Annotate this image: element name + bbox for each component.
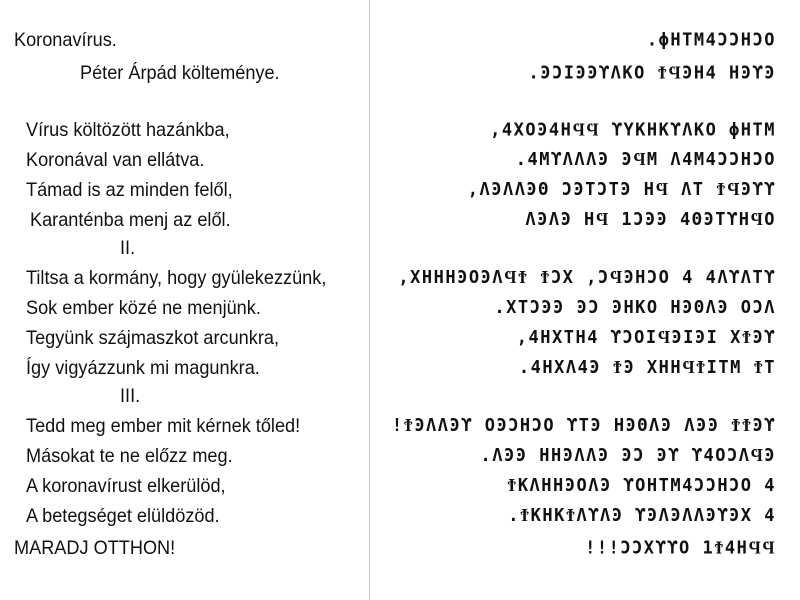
stanza-number: II. [120,237,136,259]
poem-line: Támad is az minden felől, [26,179,233,201]
poem-line: Karanténba menj az elől. [30,209,231,231]
runic-line: .ΧΤϽϿϿ ϿϽ ϿΗΚΟ ΗϿΘΛϿ ΟϽΛ [494,297,776,319]
poem-line: Így vigyázzunk mi magunkra. [26,357,260,379]
poem-line: Másokat te ne előzz meg. [26,445,233,467]
runic-line: .4ΗΧΛ4Ͽ ϮϿ ΧΗΗϤϮΙΤΜ ϮΤ [518,357,776,379]
runic-line: .4ΜϒΛΛΛϿ ϿϤΜ Λ4Μ4ϽϽΗϽΟ [515,149,776,171]
runic-line: ,ΧΗΗΗϿΟϿΛϤϮ ϮϽΧ ,ϽϤϿΗϽΟ 4 4ΛϒΛΤϒ [398,267,776,289]
runic-line: !ϮϿΛΛϿϒ ΟϿϽΗϽΟ ϒΤϿ ΗϿΘΛϿ ΛϿϿ ϮϮϿϒ [391,415,776,437]
runic-line: .ΛϿϿ ΗΗϿΛΛϿ ϿϽ Ͽϒ ϒ4ΟϽΛϤϿ [480,445,776,467]
runic-line: .ϿϽΙϿϿϒΛΚΟ ϮϤϿΗ4 ΗϿϒϿ [528,62,776,84]
stanza-number: III. [120,385,141,407]
poem-line: Sok ember közé ne menjünk. [26,297,261,319]
poem-line: Tegyünk szájmaszkot arcunkra, [26,327,279,349]
runic-line: ,ΛϿΛΛϿΘ ϽϿΤϽΤϿ ΗϤ ΛΤ ϮϤϿϒϒ [467,179,776,201]
runic-line: .ϕΗΤΜ4ϽϽΗϽΟ [646,29,776,51]
runic-poem-column [372,0,800,600]
poem-author: Péter Árpád költeménye. [80,62,280,84]
runic-line: ,4ΧΟϿ4ΗϤϤ ϒΥΚΗΚϒΛΚΟ ϕΗΤΜ [490,119,776,141]
runic-line: ΛϿΛϿ ΗϤ 1ϽϿϿ 4ΘϿΤϒΗϤΟ [525,209,776,231]
poem-line: Tedd meg ember mit kérnek tőled! [26,415,301,437]
poem-line: A betegséget elüldözöd. [26,505,220,527]
poem-line: Tiltsa a kormány, hogy gyülekezzünk, [26,267,327,289]
poem-title: Koronavírus. [14,29,117,51]
poem-line: A koronavírust elkerülöd, [26,475,226,497]
poem-line: Koronával van ellátva. [26,149,205,171]
runic-line: ,4ΗΧΤΗ4 ϒϽΟΙϤϿΙϿΙ ΧϮϿϒ [516,327,776,349]
poem-closing: MARADJ OTTHON! [14,537,176,559]
runic-line: ϮΚΛΗΗϿΟΛϿ ϒΟΗΤΜ4ϽϽΗϽΟ 4 [507,475,776,497]
hungarian-poem-column [0,0,368,600]
column-divider [369,0,370,600]
poem-line: Vírus költözött hazánkba, [26,119,230,141]
runic-line: !!!ϽϽΧϒϒΟ 1Ϯ4ΗϤϤ [585,537,776,559]
runic-line: .ϮΚΗΚϮΛϒΛϿ ϒϿΛϿΛΛϿϒϿΧ 4 [508,505,776,527]
